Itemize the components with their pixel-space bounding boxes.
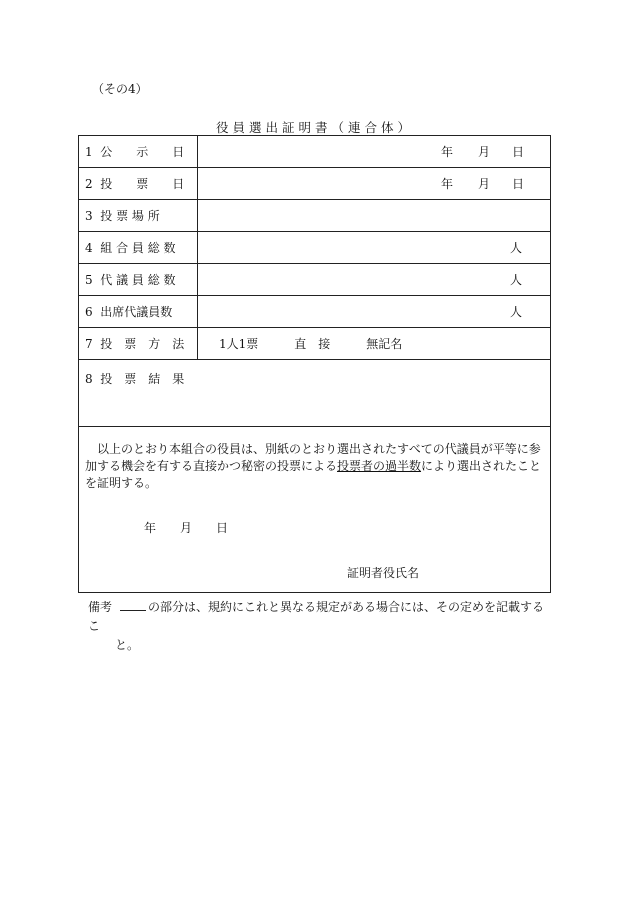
year-label: 年 (441, 145, 454, 159)
row-label: 3 投 票 場 所 (85, 209, 160, 223)
row-voting-place (79, 200, 550, 232)
month-label: 月 (478, 145, 491, 159)
unit-label: 人 (509, 305, 522, 319)
row-voting-method (79, 328, 550, 360)
row-voting-date (79, 168, 550, 200)
day-label: 日 (512, 177, 525, 191)
row-voting-result (79, 360, 550, 427)
day-label: 日 (512, 145, 525, 159)
method-secret: 無記名 (366, 337, 403, 351)
row-label: 5 代 議 員 総 数 (85, 273, 176, 287)
unit-label: 人 (509, 273, 522, 287)
signer-label: 証明者役氏名 (347, 566, 420, 580)
underlined-clause: 投票者の過半数 (337, 459, 422, 473)
row-total-delegates (79, 264, 550, 296)
unit-label: 人 (509, 241, 522, 255)
row-label: 7 投 票 方 法 (85, 337, 185, 351)
document-ref: （その4） (92, 82, 148, 96)
row-announcement-date (79, 136, 550, 168)
remarks-text: の部分は、規約にこれと異なる規定がある場合には、その定めを記載するこ (88, 600, 545, 633)
certification-date: 年 月 日 (144, 521, 229, 535)
row-label: 1 公 示 日 (85, 145, 185, 159)
remarks-label: 備考 (88, 600, 113, 614)
method-one-person-one-vote: 1人1票 (219, 337, 259, 351)
row-label: 8 投 票 結 果 (85, 372, 185, 386)
month-label: 月 (478, 177, 491, 191)
certificate-form (78, 135, 551, 593)
row-label: 4 組 合 員 総 数 (85, 241, 176, 255)
document-title: 役員選出証明書（連合体） (215, 120, 414, 135)
certification-text: 以上のとおり本組合の役員は、別紙のとおり選出されたすべての代議員が平等に参加する機会を有する直接かつ秘密の投票による投票者の過半数により選出されたことを証明する。 (85, 442, 542, 490)
remarks-note (88, 598, 553, 655)
row-label: 2 投 票 日 (85, 177, 185, 191)
row-label: 6 出席代議員数 (85, 305, 173, 319)
blank-underline (120, 599, 146, 611)
row-attending-delegates (79, 296, 550, 328)
method-direct: 直 接 (294, 337, 331, 351)
row-total-members (79, 232, 550, 264)
year-label: 年 (441, 177, 454, 191)
remarks-continuation: と。 (115, 638, 140, 652)
